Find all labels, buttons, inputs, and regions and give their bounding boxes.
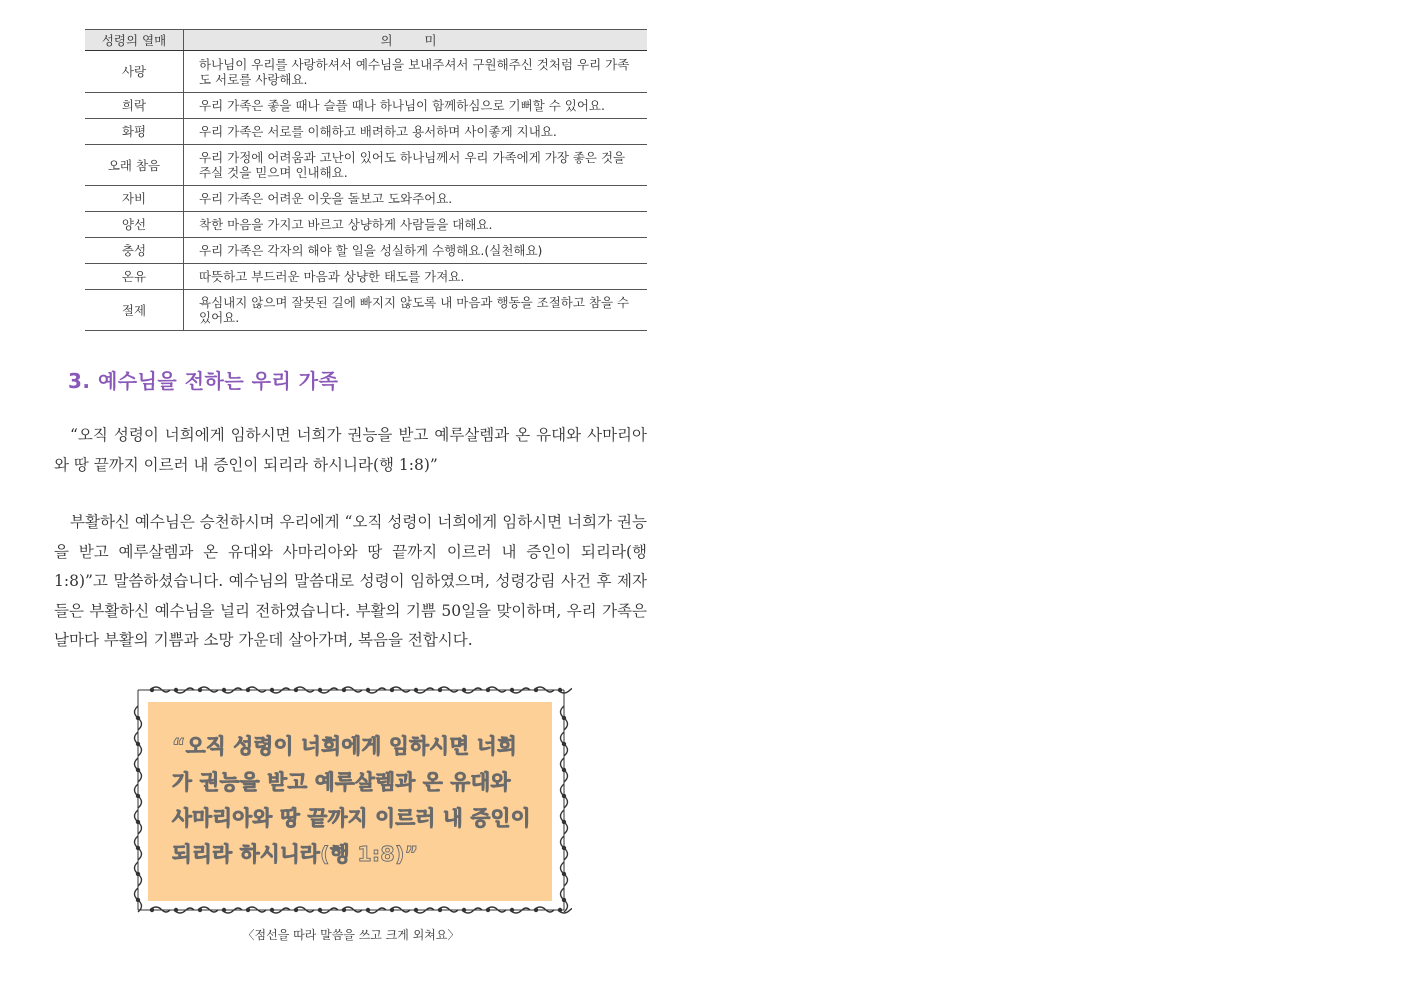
verse-paragraph bbox=[54, 421, 647, 480]
fruit-of-spirit-table bbox=[85, 29, 647, 331]
fruit-name: 절제 bbox=[85, 290, 184, 331]
verse-frame bbox=[130, 680, 572, 920]
table-row bbox=[85, 186, 647, 212]
table-row bbox=[85, 290, 647, 331]
fruit-meaning: 우리 가족은 좋을 때나 슬플 때나 하나님이 함께하심으로 기뻐할 수 있어요. bbox=[184, 93, 648, 119]
fruit-name: 오래 참음 bbox=[85, 145, 184, 186]
verse-paragraph-text: “오직 성령이 너희에게 임하시면 너희가 권능을 받고 예루살렘과 온 유대와 사마리아와 땅 끝까지 이르러 내 증인이 되리라 하시니라(행 1:8)” bbox=[54, 426, 647, 474]
fruit-meaning: 하나님이 우리를 사랑하셔서 예수님을 보내주셔서 구원해주신 것처럼 우리 가족도 서로를 사랑해요. bbox=[184, 51, 648, 93]
frame-caption: 〈점선을 따라 말씀을 쓰고 크게 외쳐요〉 bbox=[242, 928, 460, 942]
fruit-name: 화평 bbox=[85, 119, 184, 145]
body-paragraph bbox=[54, 508, 647, 656]
fruit-meaning: 우리 가족은 어려운 이웃을 돌보고 도와주어요. bbox=[184, 186, 648, 212]
fruit-meaning: 우리 가정에 어려움과 고난이 있어도 하나님께서 우리 가족에게 가장 좋은 것을 주실 것을 믿으며 인내해요. bbox=[184, 145, 648, 186]
fruit-name: 자비 bbox=[85, 186, 184, 212]
table-row bbox=[85, 238, 647, 264]
table-header-meaning: 의 미 bbox=[184, 30, 648, 51]
fruit-name: 양선 bbox=[85, 212, 184, 238]
fruit-meaning: 착한 마음을 가지고 바르고 상냥하게 사람들을 대해요. bbox=[184, 212, 648, 238]
fruit-name: 사랑 bbox=[85, 51, 184, 93]
table-row bbox=[85, 119, 647, 145]
fruit-name: 온유 bbox=[85, 264, 184, 290]
section-title: 3. 예수님을 전하는 우리 가족 bbox=[68, 369, 339, 393]
table-row bbox=[85, 51, 647, 93]
fruit-name: 희락 bbox=[85, 93, 184, 119]
framed-verse-text: “오직 성령이 너희에게 임하시면 너희가 권능을 받고 예루살렘과 온 유대와 사마리아와 땅 끝까지 이르러 내 증인이 되리라 하시니라(행 1:8)” bbox=[172, 734, 531, 866]
table-row bbox=[85, 93, 647, 119]
fruit-meaning: 따뜻하고 부드러운 마음과 상냥한 태도를 가져요. bbox=[184, 264, 648, 290]
fruit-meaning: 욕심내지 않으며 잘못된 길에 빠지지 않도록 내 마음과 행동을 조절하고 참을 수 있어요. bbox=[184, 290, 648, 331]
table-row bbox=[85, 264, 647, 290]
fruit-name: 충성 bbox=[85, 238, 184, 264]
table-row bbox=[85, 145, 647, 186]
fruit-meaning: 우리 가족은 서로를 이해하고 배려하고 용서하며 사이좋게 지내요. bbox=[184, 119, 648, 145]
body-paragraph-text: 부활하신 예수님은 승천하시며 우리에게 “오직 성령이 너희에게 임하시면 너희가 권능을 받고 예루살렘과 온 유대와 사마리아와 땅 끝까지 이르러 내 증인이 되리라(행 1:8)”고 말씀하셨습니다. 예수님의 말씀대로 성령이 임하였으며, 성령강림 사건 후 제자들은 부활하신 예수님을 널리 전하였습니다. 부활의 기쁨 50일을 맞이하며, 우리 가족은 날마다 부활의 기쁨과 소망 가운데 살아가며, 복음을 전합시다. bbox=[54, 513, 647, 649]
table-row bbox=[85, 212, 647, 238]
table-header-fruit: 성령의 열매 bbox=[85, 30, 184, 51]
fruit-meaning: 우리 가족은 각자의 해야 할 일을 성실하게 수행해요.(실천해요) bbox=[184, 238, 648, 264]
table-header-row bbox=[85, 30, 647, 51]
